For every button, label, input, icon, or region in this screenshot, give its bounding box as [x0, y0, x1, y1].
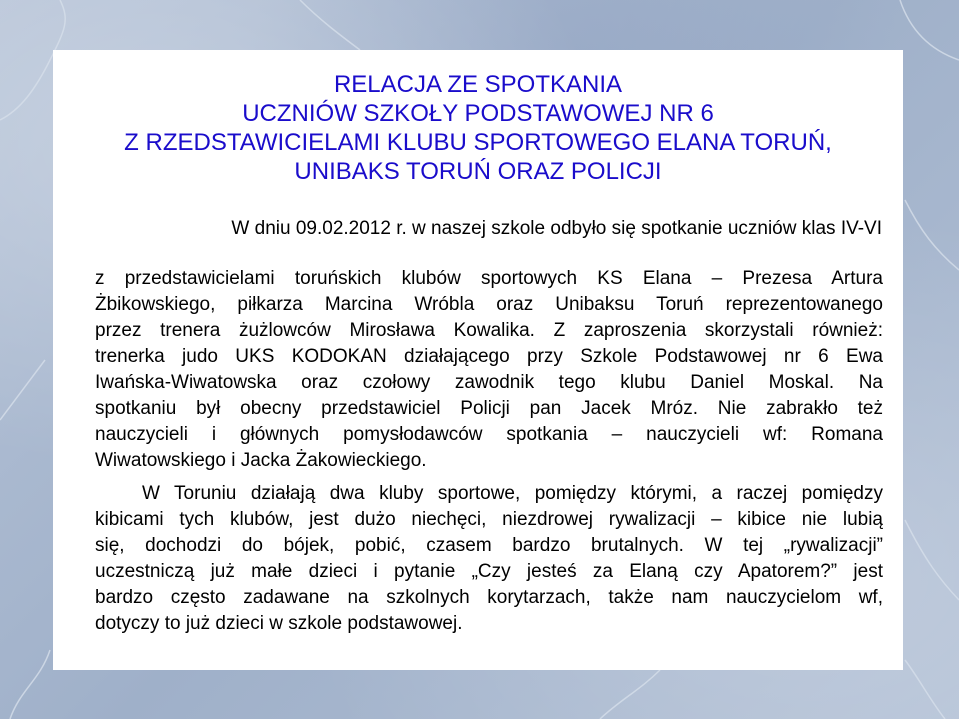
paragraph-line: uczestniczą już małe dzieci i pytanie „Czy jesteś za Elaną czy Apatorem?” jest [95, 561, 883, 582]
paragraph-line-text: W Toruniu działają dwa kluby sportowe, pomiędzy którymi, a raczej pomiędzy [142, 483, 883, 504]
title-line: UCZNIÓW SZKOŁY PODSTAWOWEJ NR 6 [242, 100, 714, 127]
slide-content [53, 50, 903, 670]
paragraph-line: się, dochodzi do bójek, pobić, czasem bardzo brutalnych. W tej „rywalizacji” [95, 535, 883, 556]
paragraph-1 [95, 266, 883, 474]
document-title [53, 70, 903, 186]
paragraph-line: z przedstawicielami toruńskich klubów sportowych KS Elana – Prezesa Artura [95, 268, 883, 289]
paragraph-2 [95, 481, 883, 637]
paragraph-line: dotyczy to już dzieci w szkole podstawowej. [95, 613, 463, 634]
paragraph-line: Iwańska-Wiwatowska oraz czołowy zawodnik tego klubu Daniel Moskal. Na [95, 372, 883, 393]
paragraph-line-first [95, 481, 883, 507]
paragraph-line: bardzo często zadawane na szkolnych korytarzach, także nam nauczycielom wf, [95, 587, 883, 608]
paragraph-line: spotkaniu był obecny przedstawiciel Policji pan Jacek Mróz. Nie zabrakło też [95, 398, 883, 419]
paragraph-line: trenerka judo UKS KODOKAN działającego przy Szkole Podstawowej nr 6 Ewa [95, 346, 883, 367]
paragraph-line: przez trenera żużlowców Mirosława Kowalika. Z zaproszenia skorzystali również: [95, 320, 883, 341]
title-line: RELACJA ZE SPOTKANIA [333, 71, 623, 98]
paragraph-line: Wiwatowskiego i Jacka Żakowieckiego. [95, 450, 427, 471]
lead-sentence: W dniu 09.02.2012 r. w naszej szkole odbyło się spotkanie uczniów klas IV-VI [231, 218, 882, 239]
paragraph-line: kibicami tych klubów, jest dużo niechęci, niezdrowej rywalizacji – kibice nie lubią [95, 509, 883, 530]
paragraph-line: nauczycieli i głównych pomysłodawców spotkania – nauczycieli wf: Romana [95, 424, 883, 445]
title-line: UNIBAKS TORUŃ ORAZ POLICJI [294, 158, 662, 185]
paragraph-line: Żbikowskiego, piłkarza Marcina Wróbla oraz Unibaksu Toruń reprezentowanego [95, 294, 883, 315]
title-line: Z RZEDSTAWICIELAMI KLUBU SPORTOWEGO ELANA TORUŃ, [124, 129, 832, 156]
